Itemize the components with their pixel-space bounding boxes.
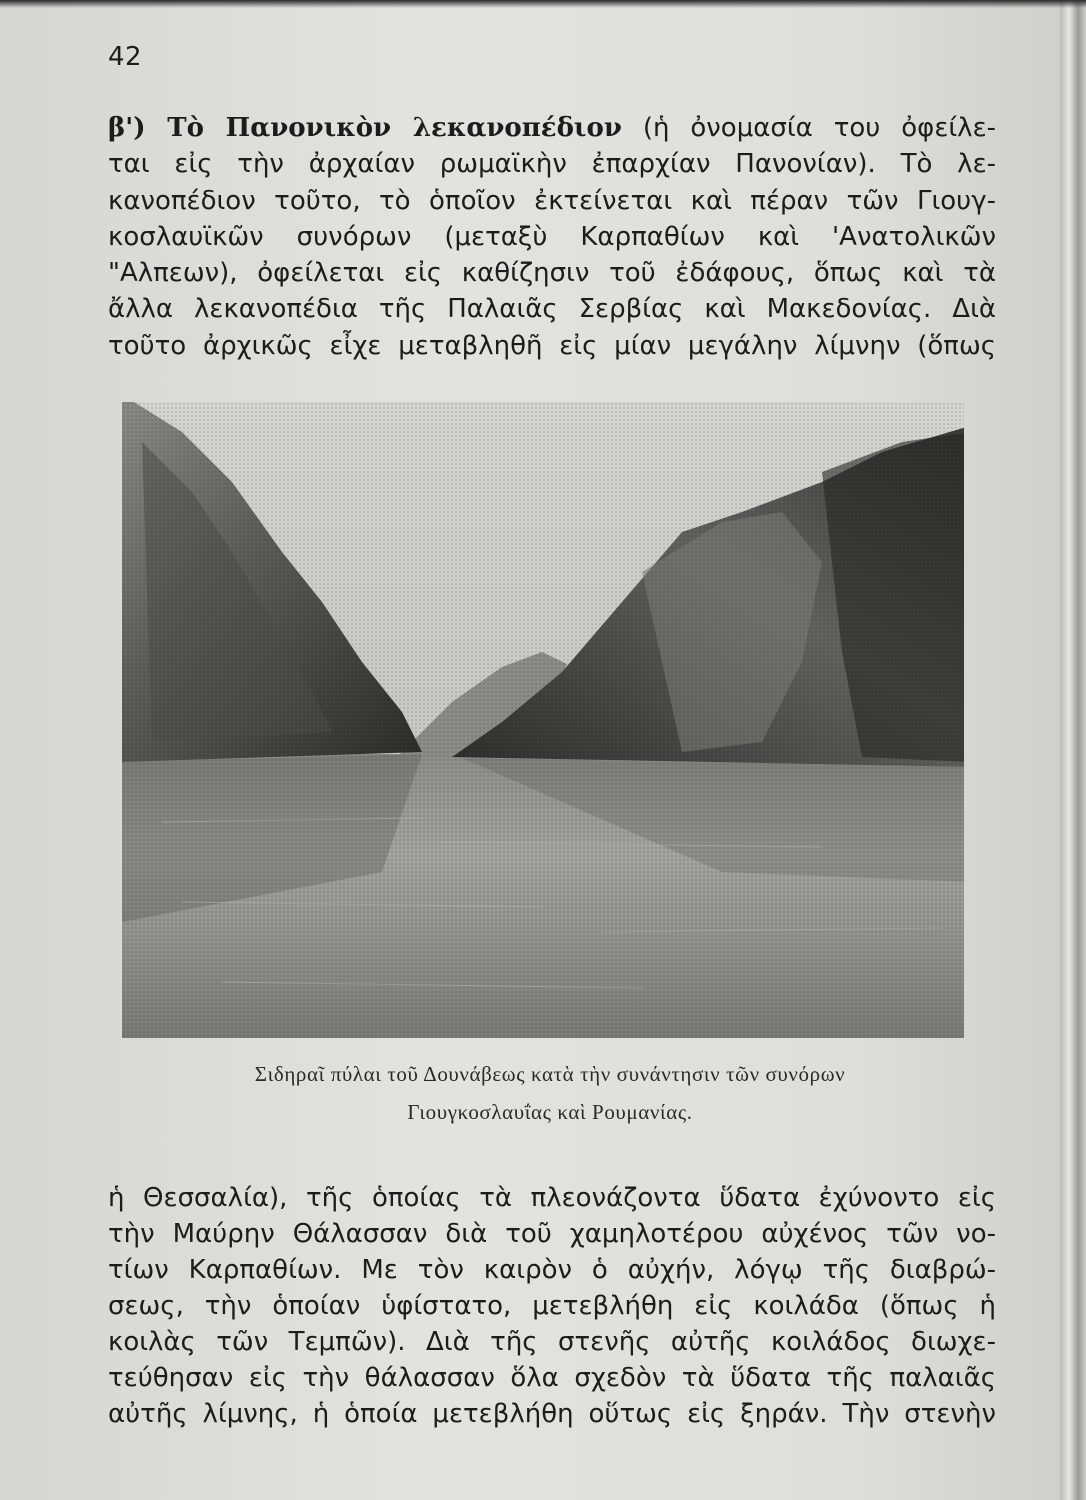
text-line: κανοπέδιον τοῦτο, τὸ ὁποῖον ἐκτείνεται καὶ πέραν τῶν Γιουγ- <box>108 185 996 216</box>
text-line: ἡ Θεσσαλία), τῆς ὁποίας τὰ πλεονάζοντα ὕδατα ἐχύνοντο εἰς <box>108 1183 996 1213</box>
section-heading: β') Τὸ Πανονικὸν λεκανοπέδιον <box>108 113 622 143</box>
text-line: "Αλπεων), ὀφείλεται εἰς καθίζησιν τοῦ ἐδάφους, ὅπως καὶ τὰ <box>108 258 996 289</box>
figure-caption-line2: Γιουγκοσλαυΐας καὶ Ρουμανίας. <box>407 1100 693 1124</box>
text-line: κοσλαυϊκῶν συνόρων (μεταξὺ Καρπαθίων καὶ 'Ανατολικῶν <box>108 221 996 252</box>
text-line: σεως, τὴν ὁποίαν ὑφίστατο, μετεβλήθη εἰς κοιλάδα (ὅπως ἡ <box>108 1291 996 1321</box>
scan-top-shadow <box>0 0 1086 8</box>
first-line-text: (ἡ ὀνομασία του ὀφείλε- <box>642 113 997 143</box>
text-line: ται εἰς τὴν ἀρχαίαν ρωμαϊκὴν ἐπαρχίαν Πανονίαν). Τὸ λε- <box>108 149 996 180</box>
page-number: 42 <box>108 42 143 72</box>
figure-caption-line1: Σιδηραῖ πύλαι τοῦ Δουνάβεως κατὰ τὴν συνάντησιν τῶν συνόρων <box>254 1062 846 1086</box>
gorge-photograph <box>122 402 964 1038</box>
text-line: τοῦτο ἀρχικῶς εἶχε μεταβληθῆ εἰς μίαν μεγάλην λίμνην (ὅπως <box>108 330 996 361</box>
text-line: τὴν Μαύρην Θάλασσαν διὰ τοῦ χαμηλοτέρου αὐχένος τῶν νο- <box>108 1219 996 1249</box>
text-line: τεύθησαν εἰς τὴν θάλασσαν ὅλα σχεδὸν τὰ ὕδατα τῆς παλαιᾶς <box>108 1363 996 1393</box>
text-line: τίων Καρπαθίων. Με τὸν καιρὸν ὁ αὐχήν, λόγῳ τῆς διαβρώ- <box>108 1255 996 1285</box>
text-line: κοιλὰς τῶν Τεμπῶν). Διὰ τῆς στενῆς αὐτῆς κοιλάδος διωχε- <box>108 1327 996 1357</box>
paragraph-bottom <box>108 1180 996 1432</box>
text-line: ἄλλα λεκανοπέδια τῆς Παλαιᾶς Σερβίας καὶ Μακεδονίας. Διὰ <box>108 294 996 325</box>
text-line <box>108 110 996 146</box>
text-line: αὐτῆς λίμνης, ἡ ὁποία μετεβλήθη οὕτως εἰς ξηράν. Τὴν στενὴν <box>108 1399 996 1429</box>
paragraph-top <box>108 110 996 364</box>
book-spine-edge <box>1060 0 1086 1500</box>
